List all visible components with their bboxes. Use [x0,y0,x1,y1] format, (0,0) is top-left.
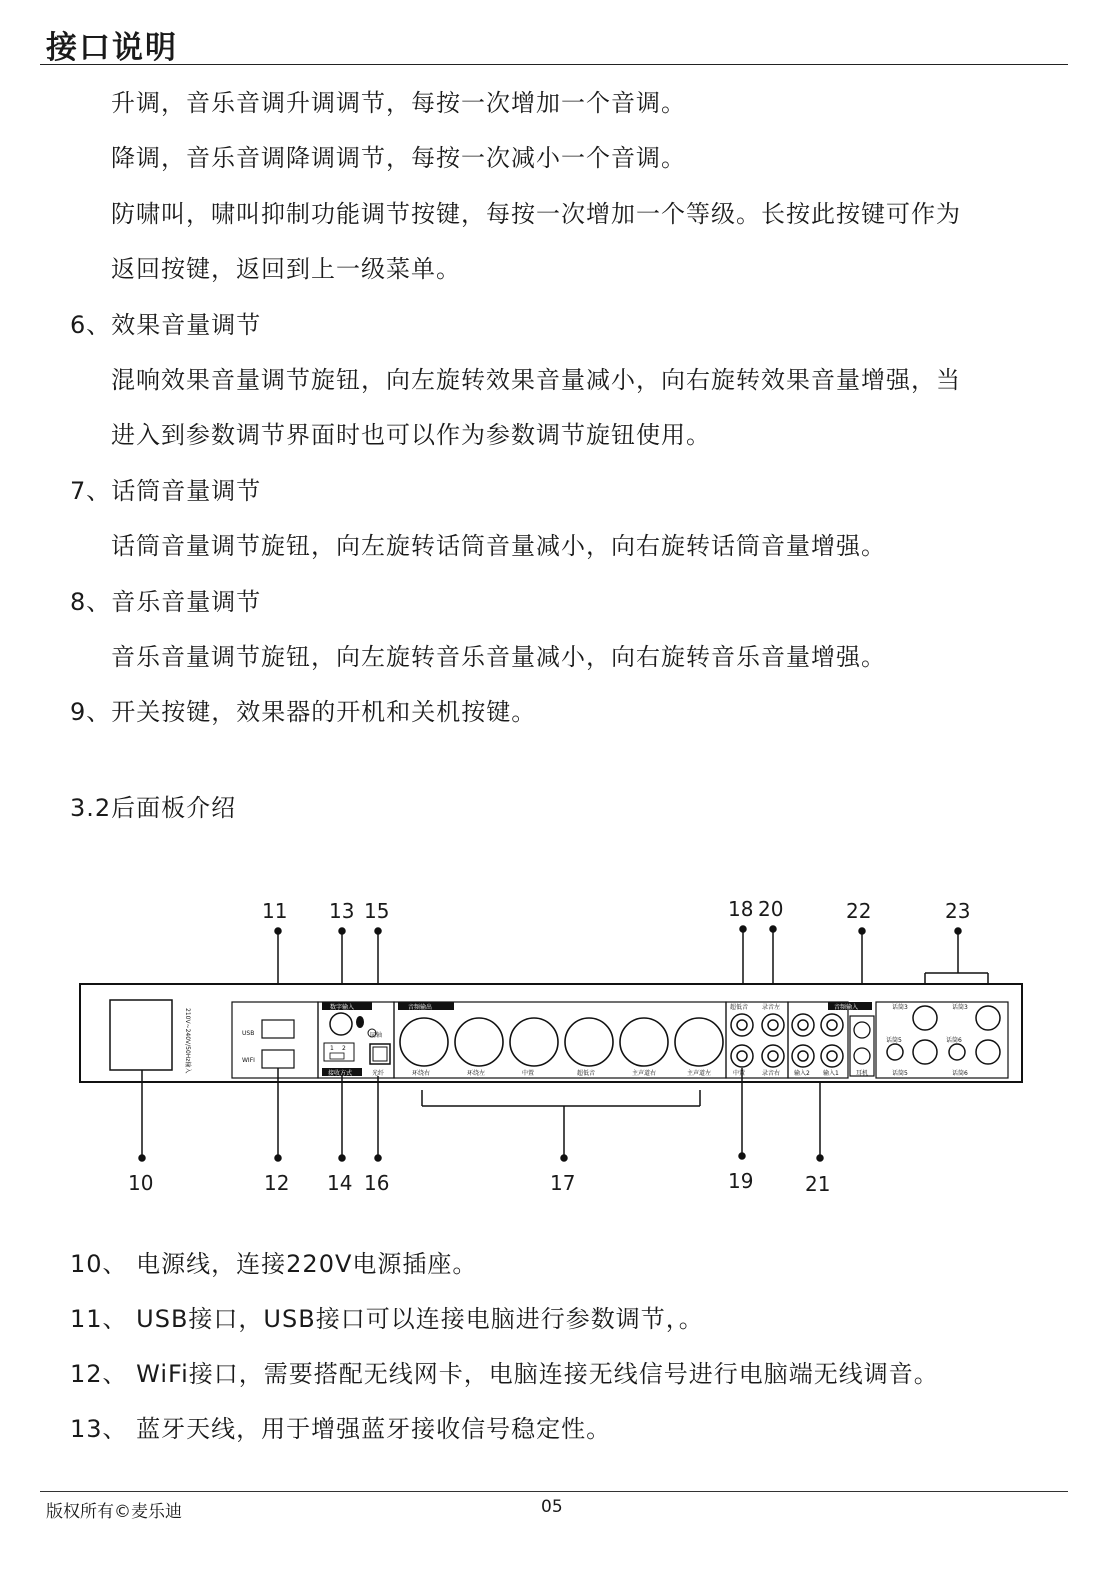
section-7-title: 7、话筒音量调节 [70,477,262,505]
header-divider [40,64,1068,65]
usb-label: USB [242,1030,255,1037]
in1-label: 输入1 [823,1070,839,1077]
audio-input-label: 音频输入 [834,1004,859,1011]
page-title: 接口说明 [46,30,178,66]
section-8-title: 8、音乐音量调节 [70,588,262,616]
section-3-2-title: 3.2后面板介绍 [70,794,237,822]
callout-17: 17 [550,1171,576,1195]
footer-copyright: 版权所有©麦乐迪 [46,1502,182,1522]
section-6-title: 6、效果音量调节 [70,311,262,339]
center-label: 中置 [733,1070,746,1077]
mic3b-label: 话筒3 [952,1004,968,1011]
mic5b-label: 话筒5 [892,1070,908,1077]
item-13: 13、 蓝牙天线，用于增强蓝牙接收信号稳定性。 [70,1415,612,1443]
rear-panel-diagram [0,880,1119,1210]
rx-mode-2: 2 [342,1045,346,1052]
callout-19: 19 [728,1169,754,1193]
rx-mode-1: 1 [330,1045,334,1052]
callout-13: 13 [329,899,355,923]
xlr-label: 超低音 [577,1070,596,1077]
audio-output-label: 音频输出 [408,1004,433,1011]
in2-label: 输入2 [794,1070,810,1077]
rear-left-label: 录音左 [762,1004,781,1011]
callout-15: 15 [364,899,390,923]
mic6-label: 话筒6 [946,1037,962,1044]
mic6b-label: 话筒6 [952,1070,968,1077]
sub-label: 超低音 [730,1004,749,1011]
section-6-text: 混响效果音量调节旋钮，向左旋转效果音量减小，向右旋转效果音量增强，当 [111,366,961,394]
callout-18: 18 [728,897,754,921]
callout-14: 14 [327,1171,353,1195]
mic3-label: 话筒3 [892,1004,908,1011]
callout-22: 22 [846,899,872,923]
callout-10: 10 [128,1171,154,1195]
wifi-label: WIFI [242,1057,255,1064]
xlr-label: 中置 [522,1070,535,1077]
paragraph-anti-feedback-cont: 返回按键，返回到上一级菜单。 [111,255,461,283]
mic5-label: 话筒5 [886,1037,902,1044]
footer-divider [40,1491,1068,1492]
xlr-label: 环绕左 [467,1070,486,1077]
voltage-label: 210V~240V/50Hz输入 [184,1008,191,1074]
callout-20: 20 [758,897,784,921]
xlr-label: 主声道右 [632,1070,657,1077]
optical-label: 光纤 [372,1070,385,1077]
item-11: 11、 USB接口，USB接口可以连接电脑进行参数调节，。 [70,1305,704,1333]
headphone-label: 耳机 [856,1070,869,1077]
digital-input-label: 数字输入 [330,1004,355,1011]
callout-23: 23 [945,899,971,923]
paragraph-pitch-up: 升调，音乐音调升调调节，每按一次增加一个音调。 [111,89,686,117]
section-7-text: 话筒音量调节旋钮，向左旋转话筒音量减小，向右旋转话筒音量增强。 [111,532,886,560]
rx-mode-label: 接收方式 [328,1070,353,1077]
xlr-label: 环绕右 [412,1070,431,1077]
callout-11: 11 [262,899,288,923]
page-number: 05 [541,1497,563,1517]
rear-panel-body [80,984,1022,1082]
callout-21: 21 [805,1172,831,1196]
item-10: 10、 电源线，连接220V电源插座。 [70,1250,478,1278]
coax-led [356,1016,364,1028]
section-8-text: 音乐音量调节旋钮，向左旋转音乐音量减小，向右旋转音乐音量增强。 [111,643,886,671]
rear-right-label: 录音右 [762,1070,781,1077]
callout-12: 12 [264,1171,290,1195]
paragraph-pitch-down: 降调，音乐音调降调调节，每按一次减小一个音调。 [111,144,686,172]
item-12: 12、 WiFi接口，需要搭配无线网卡，电脑连接无线信号进行电脑端无线调音。 [70,1360,939,1388]
section-6-text-cont: 进入到参数调节界面时也可以作为参数调节旋钮使用。 [111,421,711,449]
section-9-text: 9、开关按键，效果器的开机和关机按键。 [70,698,537,726]
xlr-label: 主声道左 [687,1070,712,1077]
coax-label: 同轴 [370,1032,383,1039]
callout-16: 16 [364,1171,390,1195]
paragraph-anti-feedback: 防啸叫，啸叫抑制功能调节按键，每按一次增加一个等级。长按此按键可作为 [111,200,961,228]
